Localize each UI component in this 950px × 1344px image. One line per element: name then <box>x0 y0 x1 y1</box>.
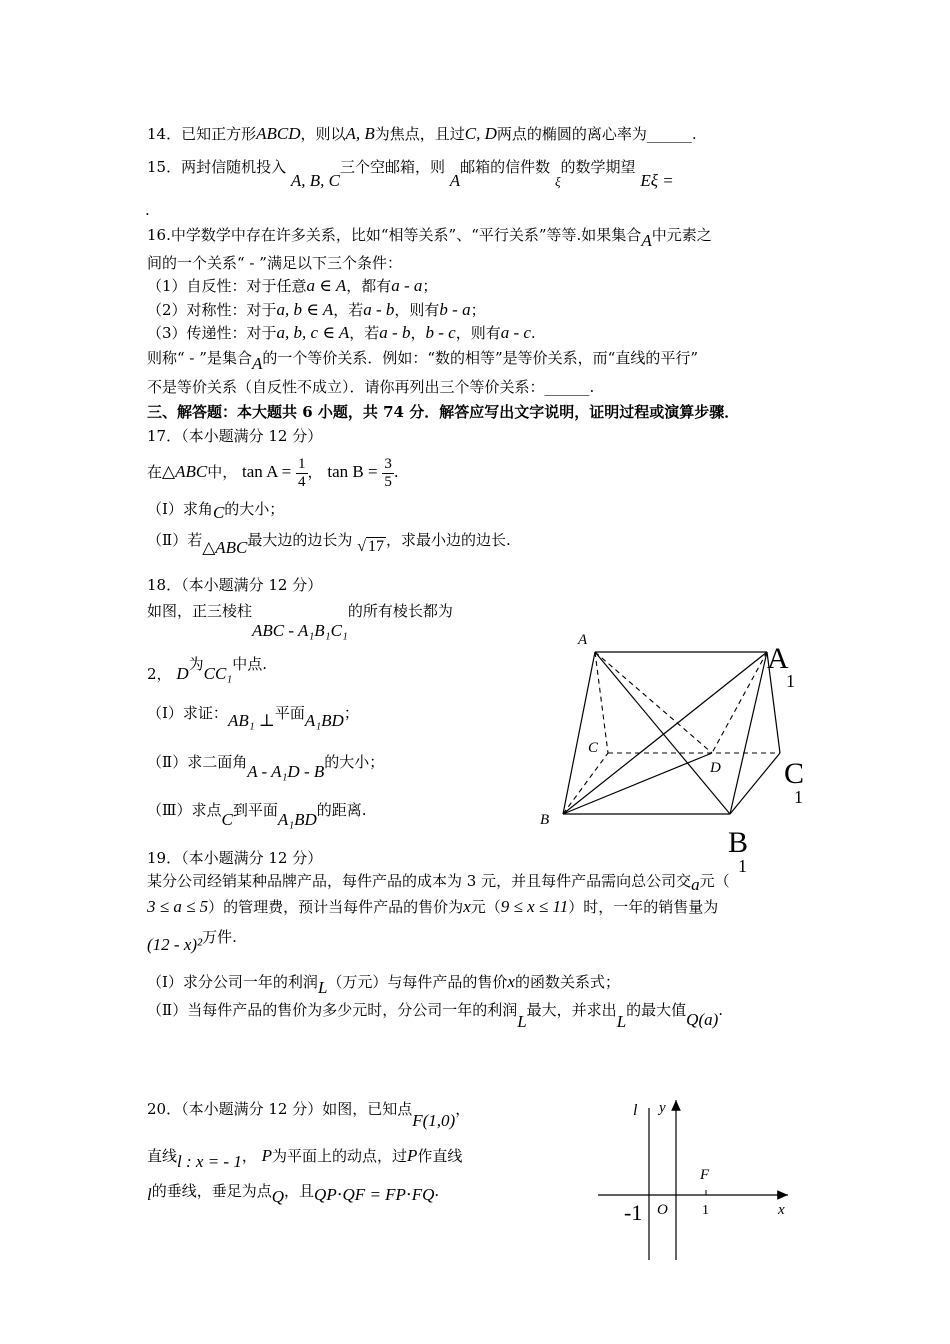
q19-line3: (12 - x)²万件. <box>147 928 237 954</box>
q18-part2: （Ⅱ）求二面角A - A₁D - B的大小； <box>147 753 385 781</box>
coordinate-figure <box>590 1090 800 1265</box>
q20-line2: 直线l : x = - 1， P为平面上的动点，过P作直线 <box>147 1146 463 1171</box>
diag-A-B1 <box>595 652 730 814</box>
fraction-3-5: $\frac{3}{5}$ <box>384 455 392 490</box>
q18-part3: （Ⅲ）求点C到平面A₁BD的距离. <box>147 801 367 829</box>
label-C: C <box>588 740 599 756</box>
label-x: x <box>778 1202 785 1218</box>
hidden-A-D <box>595 652 712 753</box>
q20-line1: 20．（本小题满分 12 分）如图，已知点F(1,0)， <box>147 1100 471 1130</box>
q18-head: 18．（本小题满分 12 分） <box>147 576 323 594</box>
q15: 15．两封信随机投入 A, B, C三个空邮箱，则 A邮箱的信件数 ξ的数学期望 Eξ = <box>147 158 674 190</box>
label-C1-sub: 1 <box>794 787 803 807</box>
q14: 14．已知正方形ABCD，则以A, B为焦点，且过C, D两点的椭圆的离心率为______. <box>147 124 697 143</box>
q15-end: . <box>145 201 150 219</box>
label-B1: B <box>728 826 749 859</box>
label-B1-sub: 1 <box>738 856 747 876</box>
fraction-1-4: $\frac{1}{4}$ <box>298 455 306 490</box>
label-C1: C <box>784 757 805 790</box>
label-A1: A <box>767 642 789 675</box>
q18-line1: 如图，正三棱柱ABC - A₁B₁C₁的所有棱长都为 <box>147 602 453 640</box>
label-F: F <box>700 1167 710 1183</box>
q16-line7: 不是等价关系（自反性不成立）．请你再列出三个等价关系：______. <box>147 378 595 396</box>
q18-line2: 2， D为CC₁中点. <box>147 655 267 683</box>
label-neg1: -1 <box>624 1200 643 1225</box>
label-1: 1 <box>702 1203 709 1218</box>
label-y: y <box>659 1100 666 1116</box>
prism-figure <box>530 620 820 880</box>
q16-cond3: （3）传递性：对于a, b, c ∈ A，若a - b，b - c，则有a - c. <box>147 323 536 342</box>
q19-part1: （Ⅰ）求分公司一年的利润L（万元）与每件产品的售价x的函数关系式； <box>147 972 620 997</box>
q16-line6: 则称“ - ”是集合A的一个等价关系．例如：“数的相等”是等价关系，而“直线的平行” <box>147 349 699 373</box>
sqrt-17: √ 17 <box>357 538 384 555</box>
q20-line3: l的垂线，垂足为点Q，且QP⋅QF = FP⋅FQ. <box>147 1182 440 1206</box>
label-l: l <box>633 1102 638 1119</box>
q19-head: 19．（本小题满分 12 分） <box>147 849 323 867</box>
section-3-heading: 三、解答题：本大题共 6 小题，共 74 分．解答应写出文字说明，证明过程或演算步骤． <box>147 403 740 421</box>
label-A1-sub: 1 <box>786 671 795 691</box>
label-O: O <box>657 1202 668 1218</box>
hidden-A-C <box>595 652 608 753</box>
q16-line1: 16.中学数学中存在许多关系，比如“相等关系”、“平行关系”等等.如果集合A中元素之 <box>147 226 712 250</box>
label-B: B <box>540 812 550 828</box>
q18-part1: （Ⅰ）求证：AB₁ ⊥平面A₁BD； <box>147 704 359 730</box>
diag-B-A1 <box>563 652 767 814</box>
edge-A-B <box>563 652 595 814</box>
q19-part2: （Ⅱ）当每件产品的售价为多少元时，分公司一年的利润L最大，并求出L的最大值Q(a). <box>147 1001 724 1031</box>
label-D: D <box>710 760 721 776</box>
q16-line2: 间的一个关系“ - ”满足以下三个条件： <box>147 254 402 272</box>
q17-part1: （Ⅰ）求角C的大小； <box>147 500 285 522</box>
q17-head: 17．（本小题满分 12 分） <box>147 427 323 445</box>
hidden-A1-D <box>712 652 767 753</box>
q16-cond2: （2）对称性：对于a, b ∈ A，若a - b，则有b - a； <box>147 300 486 319</box>
q17-given: 在△ABC中， tan A = $\frac{1}{4}$ ， tan B = $\frac{3}{5}$ . <box>147 455 399 490</box>
q19-line1: 某分公司经销某种品牌产品，每件产品的成本为 3 元，并且每件产品需向总公司交a元（ <box>147 872 730 894</box>
q17-part2: （Ⅱ）若△ABC最大边的边长为 √ 17 ，求最小边的边长. <box>147 531 511 557</box>
q19-line2: 3 ≤ a ≤ 5）的管理费，预计当每件产品的售价为x元（9 ≤ x ≤ 11）时，一年的销售量为 <box>147 897 719 916</box>
label-A: A <box>578 632 588 648</box>
q16-cond1: （1）自反性：对于任意a ∈ A，都有a - a； <box>147 276 438 295</box>
